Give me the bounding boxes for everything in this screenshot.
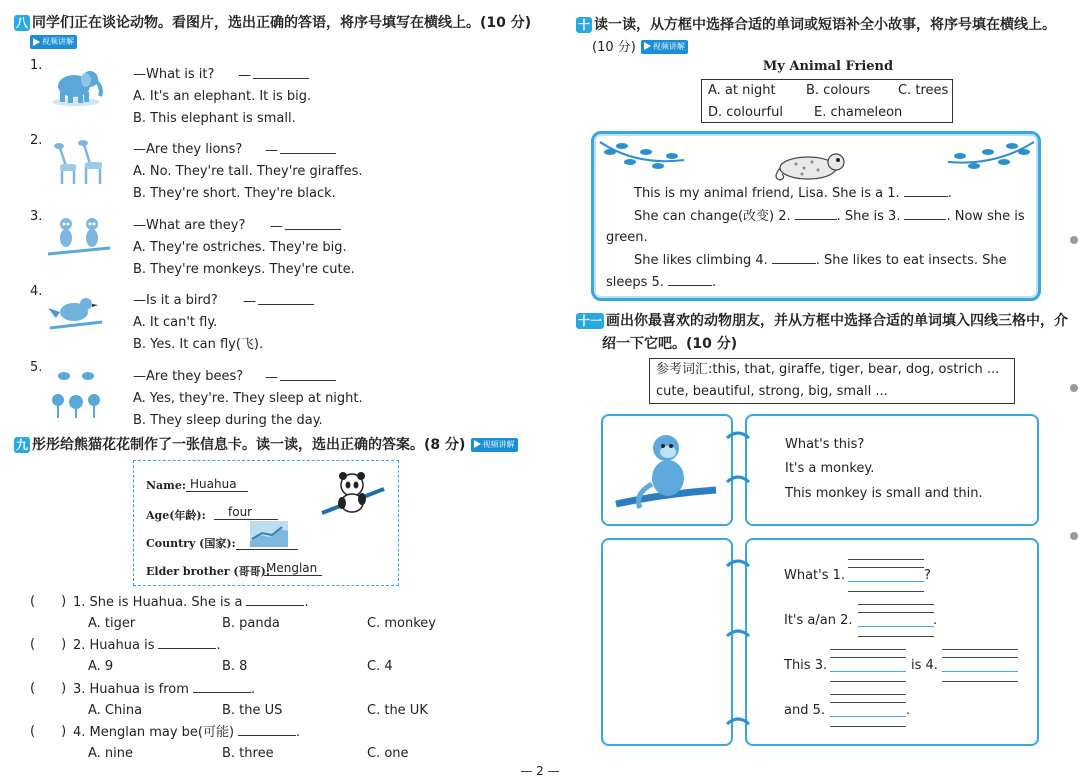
- fill-line-4-label: and 5.: [784, 703, 825, 718]
- bird-icon: [46, 292, 104, 332]
- reference-words-box: [649, 358, 1015, 404]
- example-line-1: What's this?: [785, 437, 865, 452]
- example-text-panel: [745, 414, 1039, 526]
- page-number: — 2 —: [520, 764, 560, 778]
- option-b[interactable]: B. the US: [222, 703, 283, 718]
- story-line-4: She likes climbing 4. . She likes to eat insects. She: [634, 253, 1007, 268]
- section-10-header: [576, 14, 1076, 34]
- answer-dash: —: [265, 368, 336, 387]
- option-b[interactable]: B. panda: [222, 616, 280, 631]
- binder-ring-icon: [725, 428, 751, 492]
- option-a[interactable]: A. China: [88, 703, 143, 718]
- story-line-5: sleeps 5. .: [606, 275, 717, 290]
- option-a: A. at night: [708, 83, 776, 98]
- reference-line-1: 参考词汇:this, that, giraffe, tiger, bear, dog, ostrich ...: [656, 362, 1000, 377]
- section-badge: 十: [578, 18, 591, 32]
- option-b: B. They're short. They're black.: [133, 186, 336, 201]
- monkey-icon: [612, 424, 722, 518]
- section-11-title-cont: 绍一下它吧。(10 分): [602, 336, 738, 352]
- answer-dash: —: [243, 292, 314, 311]
- section-9-header: [14, 434, 534, 454]
- question-text: —Is it a bird?: [133, 293, 218, 308]
- answer-paren[interactable]: ( ): [30, 637, 67, 652]
- reference-line-2: cute, beautiful, strong, big, small ...: [656, 384, 888, 399]
- word-bank: [701, 79, 953, 123]
- great-wall-icon: [250, 521, 288, 547]
- story-title: My Animal Friend: [762, 59, 894, 74]
- name-label: Name:: [146, 479, 186, 492]
- story-line-1: This is my animal friend, Lisa. She is a 1. .: [634, 186, 952, 201]
- answer-paren[interactable]: ( ): [30, 681, 67, 696]
- answer-dash: —: [265, 141, 336, 160]
- panda-icon: [320, 469, 386, 519]
- section-title: 读一读，从方框中选择合适的单词或短语补全小故事，将序号填在横线上。: [594, 17, 1057, 33]
- play-icon: [474, 440, 481, 448]
- section-title: 同学们正在谈论动物。看图片，选出正确的答语，将序号填写在横线上。(10 分): [32, 15, 532, 31]
- info-card: [133, 460, 399, 586]
- example-line-3: This monkey is small and thin.: [785, 486, 983, 501]
- answer-blank[interactable]: [258, 292, 314, 305]
- blank-2[interactable]: [795, 207, 837, 220]
- question-text: —Are they lions?: [133, 142, 243, 157]
- blank-5[interactable]: [668, 273, 712, 286]
- leaf-branch-icon: [596, 136, 686, 184]
- fill-line-1-end: ?: [924, 568, 931, 583]
- option-c[interactable]: C. one: [367, 746, 409, 761]
- age-label: Age(年龄):: [146, 509, 206, 522]
- option-c: C. trees: [898, 83, 949, 98]
- answer-dash: —: [238, 66, 309, 85]
- option-c[interactable]: C. the UK: [367, 703, 428, 718]
- option-e: E. chameleon: [814, 105, 903, 120]
- section-10-score: (10 分) 视频讲解: [592, 36, 688, 55]
- option-a: A. It can't fly.: [133, 315, 218, 330]
- option-b: B. They sleep during the day.: [133, 413, 323, 428]
- section-title: 彤彤给熊猫花花制作了一张信息卡。读一读，选出正确的答案。(8 分): [32, 437, 466, 453]
- section-badge: 八: [16, 16, 29, 30]
- country-label: Country (国家):: [146, 537, 236, 550]
- example-line-2: It's a monkey.: [785, 461, 875, 476]
- question-text: 4. Menglan may be(可能) .: [73, 725, 301, 740]
- option-a: A. It's an elephant. It is big.: [133, 89, 312, 104]
- section-11-header: [576, 310, 1076, 330]
- bees-flowers-icon: [46, 366, 106, 420]
- option-a[interactable]: A. 9: [88, 659, 114, 674]
- answer-blank[interactable]: [238, 723, 296, 736]
- fill-line-4-end: .: [906, 703, 911, 718]
- blank-1[interactable]: [904, 184, 948, 197]
- fill-line-3-mid: is 4.: [911, 658, 938, 673]
- monkeys-icon: [46, 214, 112, 260]
- option-b: B. They're monkeys. They're cute.: [133, 262, 355, 277]
- brother-value: Menglan: [264, 561, 322, 576]
- answer-dash: —: [270, 217, 341, 236]
- option-a[interactable]: A. nine: [88, 746, 134, 761]
- question-text: —Are they bees?: [133, 369, 244, 384]
- name-value: Huahua: [186, 477, 248, 492]
- blank-4[interactable]: [772, 251, 816, 264]
- video-button[interactable]: 视频讲解: [641, 40, 688, 54]
- play-icon: [644, 42, 651, 50]
- question-number: 4.: [30, 284, 43, 299]
- section-8-header: [14, 12, 534, 32]
- fill-line-3-label: This 3.: [784, 658, 828, 673]
- option-b: B. Yes. It can fly(飞).: [133, 337, 264, 352]
- option-c[interactable]: C. 4: [367, 659, 393, 674]
- section-title: 画出你最喜欢的动物朋友，并从方框中选择合适的单词填入四线三格中，介: [606, 313, 1069, 329]
- elephant-icon: [48, 66, 106, 108]
- video-button[interactable]: 视频讲解: [471, 438, 518, 452]
- answer-blank[interactable]: [253, 66, 309, 79]
- answer-blank[interactable]: [158, 636, 216, 649]
- option-b[interactable]: B. 8: [222, 659, 248, 674]
- option-b: B. This elephant is small.: [133, 111, 296, 126]
- option-a: A. Yes, they're. They sleep at night.: [133, 391, 363, 406]
- question-number: 3.: [30, 209, 43, 224]
- answer-blank[interactable]: [246, 593, 304, 606]
- section-badge: 十一: [578, 314, 603, 328]
- option-a: A. They're ostriches. They're big.: [133, 240, 347, 255]
- option-d: D. colourful: [708, 105, 783, 120]
- question-text: —What is it?: [133, 67, 215, 82]
- option-a[interactable]: A. tiger: [88, 616, 136, 631]
- answer-blank[interactable]: [285, 217, 341, 230]
- chameleon-icon: [772, 148, 852, 184]
- question-number: 2.: [30, 133, 43, 148]
- leaf-branch-icon: [946, 136, 1038, 184]
- question-number: 5.: [30, 360, 43, 375]
- fill-line-1-label: What's 1.: [784, 568, 846, 583]
- option-a: A. No. They're tall. They're giraffes.: [133, 164, 363, 179]
- drawing-area[interactable]: [601, 538, 733, 746]
- question-text: —What are they?: [133, 218, 246, 233]
- answer-blank[interactable]: [193, 680, 251, 693]
- age-value: four: [214, 505, 278, 520]
- question-number: 1.: [30, 58, 43, 73]
- margin-hole-marks: [1068, 232, 1080, 552]
- answer-blank[interactable]: [280, 368, 336, 381]
- answer-paren[interactable]: ( ): [30, 724, 67, 739]
- answer-blank[interactable]: [280, 141, 336, 154]
- option-b: B. colours: [806, 83, 871, 98]
- question-text: 2. Huahua is .: [73, 638, 221, 653]
- answer-paren[interactable]: ( ): [30, 594, 67, 609]
- story-line-2: She can change(改变) 2. . She is 3. . Now she is: [634, 209, 1025, 224]
- story-line-3: green.: [606, 230, 648, 245]
- section-badge: 九: [16, 438, 29, 452]
- option-b[interactable]: B. three: [222, 746, 274, 761]
- play-icon: [33, 38, 40, 46]
- binder-ring-icon: [725, 556, 751, 732]
- country-line: [236, 549, 298, 550]
- giraffe-icon: [48, 136, 110, 188]
- option-c[interactable]: C. monkey: [367, 616, 436, 631]
- brother-label: Elder brother (哥哥):: [146, 565, 270, 578]
- question-text: 1. She is Huahua. She is a .: [73, 595, 309, 610]
- fill-line-2-end: .: [933, 613, 938, 628]
- blank-3[interactable]: [904, 207, 946, 220]
- fill-line-2-label: It's a/an 2.: [784, 613, 853, 628]
- video-button[interactable]: 视频讲解: [30, 35, 77, 49]
- question-text: 3. Huahua is from .: [73, 682, 256, 697]
